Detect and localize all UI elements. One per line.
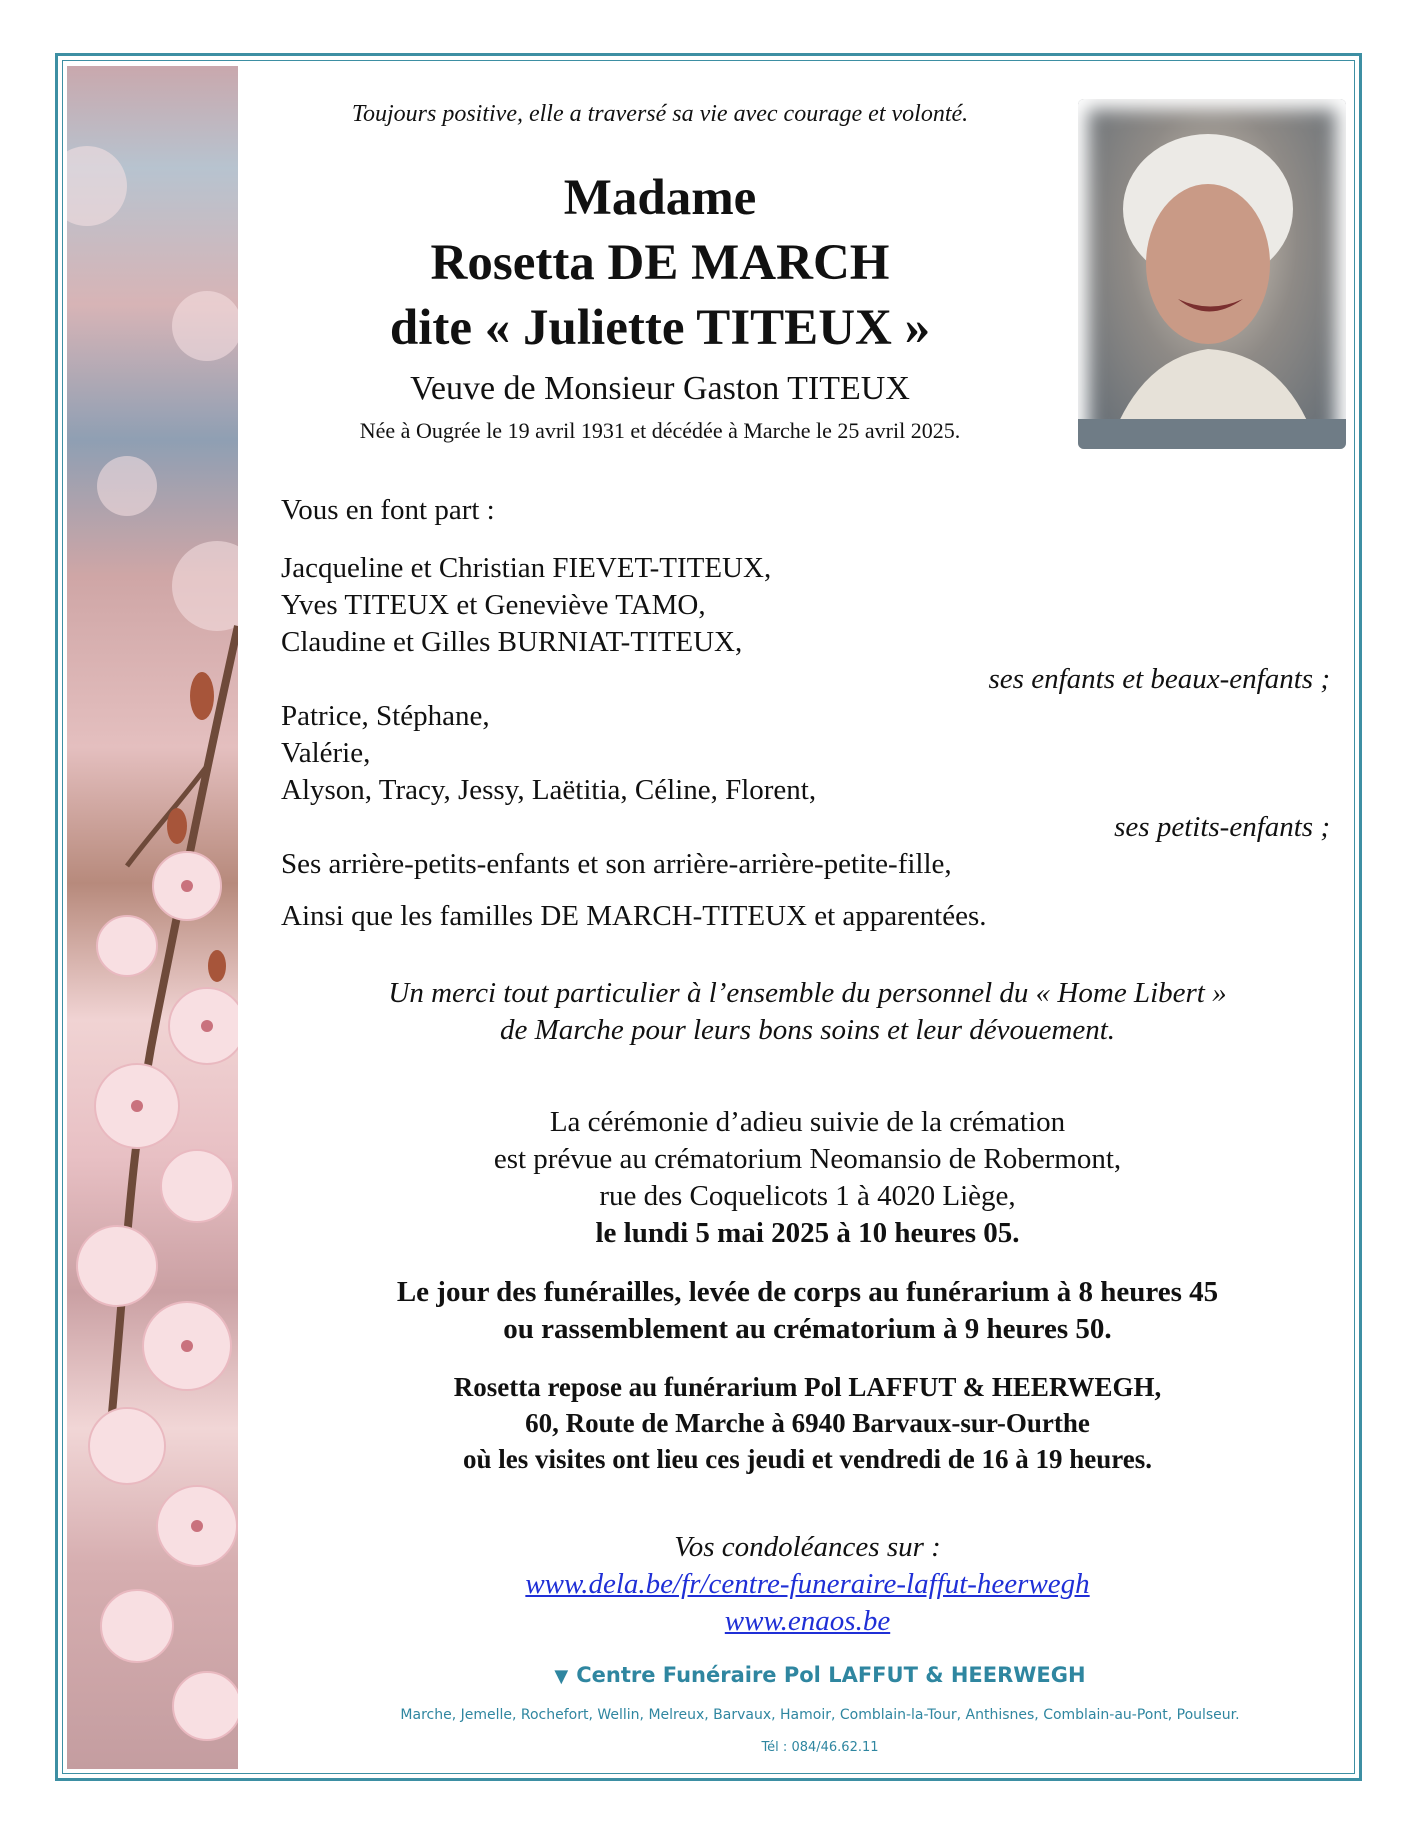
repose-line: où les visites ont lieu ces jeudi et vendredi de 16 à 19 heures. [463, 1444, 1152, 1474]
condolences-link-dela[interactable]: www.dela.be/fr/centre-funeraire-laffut-heerwegh [525, 1568, 1090, 1600]
thanks-line: de Marche pour leurs bons soins et leur dévouement. [499, 1014, 1116, 1046]
thanks-line: Un merci tout particulier à l’ensemble du personnel du « Home Libert » [388, 977, 1227, 1009]
blossom-illustration [67, 66, 238, 1769]
funeral-home-name: Centre Funéraire Pol LAFFUT & HEERWEGH [576, 1663, 1086, 1687]
portrait-illustration [1078, 99, 1346, 449]
ceremony-line: est prévue au crématorium Neomansio de Robermont, [493, 1143, 1122, 1175]
repose-line: 60, Route de Marche à 6940 Barvaux-sur-Ourthe [525, 1408, 1090, 1438]
title-honorific: Madame [563, 170, 757, 226]
funeral-day-line: ou rassemblement au crématorium à 9 heures 50. [503, 1313, 1112, 1345]
intro-text: Vous en font part : [281, 494, 495, 526]
title-alias: dite « Juliette TITEUX » [389, 300, 931, 356]
triangle-down-icon: ▼ [554, 1666, 569, 1687]
title-name: Rosetta DE MARCH [430, 235, 890, 291]
funeral-home-logo [300, 1663, 1340, 1687]
portrait-photo [1078, 99, 1346, 449]
cherry-blossom-strip [67, 66, 238, 1769]
widow-of: Veuve de Monsieur Gaston TITEUX [410, 370, 910, 407]
children-relation: ses enfants et beaux-enfants ; [988, 663, 1330, 695]
ceremony-date: le lundi 5 mai 2025 à 10 heures 05. [595, 1217, 1020, 1249]
grandchildren-relation: ses petits-enfants ; [1114, 811, 1330, 843]
child-line: Yves TITEUX et Geneviève TAMO, [281, 589, 706, 621]
funeral-day-line: Le jour des funérailles, levée de corps au funérarium à 8 heures 45 [396, 1276, 1219, 1308]
birth-death-dates: Née à Ougrée le 19 avril 1931 et décédée à Marche le 25 avril 2025. [359, 418, 961, 443]
great-grandchildren: Ses arrière-petits-enfants et son arrière-arrière-petite-fille, [281, 848, 952, 880]
grandchild-line: Valérie, [281, 737, 371, 769]
funeral-home-cities: Marche, Jemelle, Rochefort, Wellin, Melreux, Barvaux, Hamoir, Comblain-la-Tour, Anthisnes, Comblain-au-Pont, Poulseur. [400, 1707, 1240, 1723]
grandchild-line: Patrice, Stéphane, [281, 700, 490, 732]
ceremony-line: La cérémonie d’adieu suivie de la crémation [549, 1106, 1066, 1138]
repose-line: Rosetta repose au funérarium Pol LAFFUT & HEERWEGH, [453, 1372, 1162, 1402]
condolences-label: Vos condoléances sur : [674, 1531, 941, 1563]
funeral-home-phone: Tél : 084/46.62.11 [761, 1740, 879, 1755]
child-line: Claudine et Gilles BURNIAT-TITEUX, [281, 626, 743, 658]
ceremony-line: rue des Coquelicots 1 à 4020 Liège, [599, 1180, 1016, 1212]
motto: Toujours positive, elle a traversé sa vie avec courage et volonté. [351, 101, 969, 127]
grandchild-line: Alyson, Tracy, Jessy, Laëtitia, Céline, Florent, [281, 774, 817, 806]
families: Ainsi que les familles DE MARCH-TITEUX et apparentées. [281, 900, 987, 932]
child-line: Jacqueline et Christian FIEVET-TITEUX, [281, 552, 772, 584]
condolences-link-enaos[interactable]: www.enaos.be [724, 1605, 891, 1637]
